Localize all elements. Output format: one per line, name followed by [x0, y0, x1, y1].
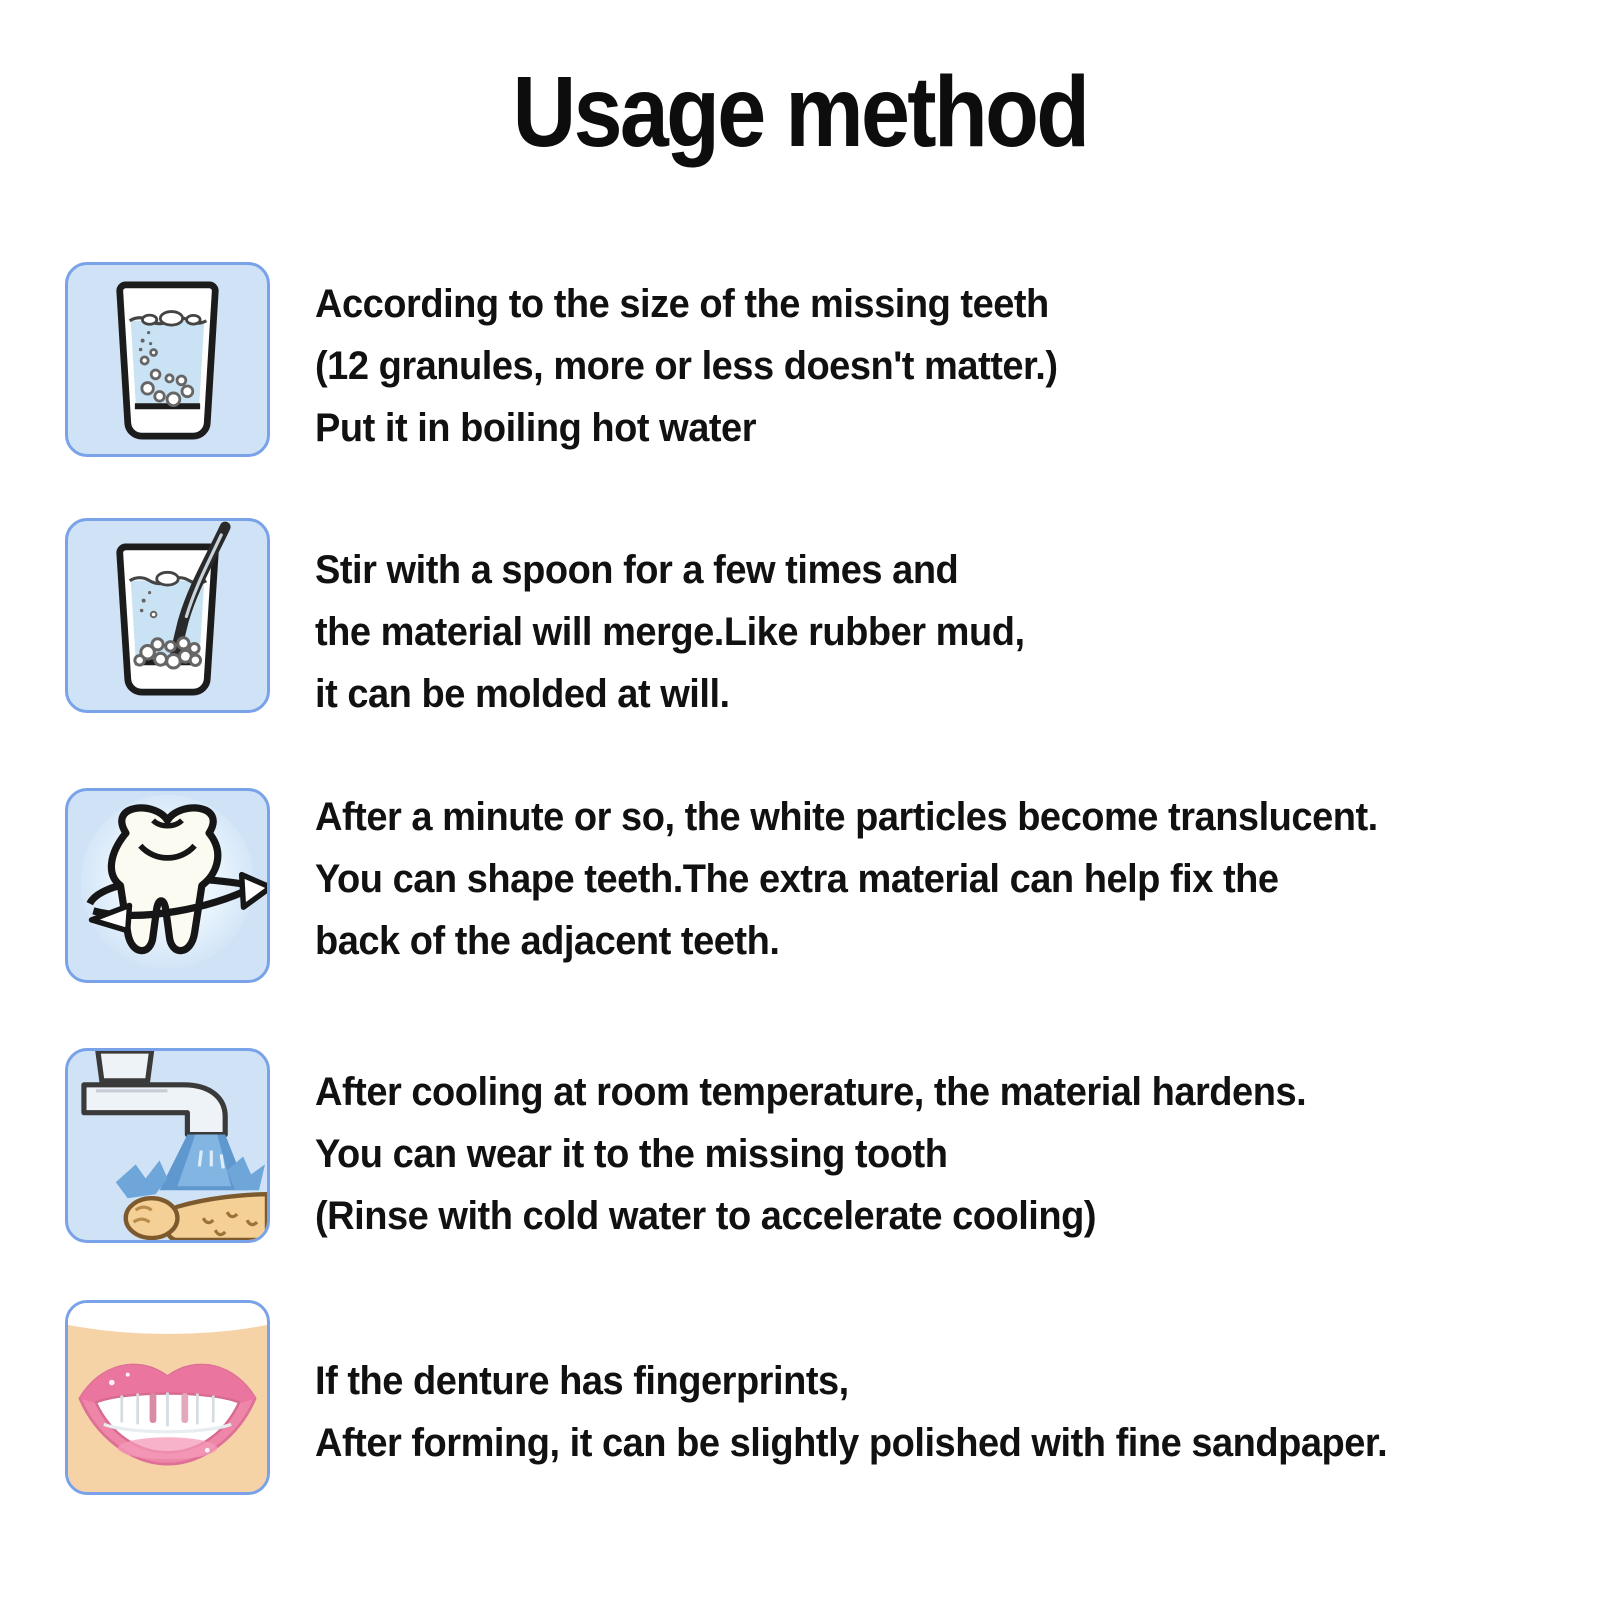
step2-text — [315, 539, 1025, 725]
glass-of-water-with-granules-icon — [68, 265, 267, 454]
step3-line1: After a minute or so, the white particles become translucent. — [315, 795, 1378, 839]
step2-line3: it can be molded at will. — [315, 672, 730, 716]
tooth-with-rotation-arrows-icon — [68, 791, 267, 980]
smiling-mouth-with-teeth-icon — [68, 1303, 267, 1492]
glass-stirred-with-spoon-icon — [68, 521, 267, 710]
step3-line3: back of the adjacent teeth. — [315, 919, 780, 963]
faucet-rinsing-hands-icon — [68, 1051, 267, 1240]
step4-icon-box — [65, 1048, 270, 1243]
step5-icon-box — [65, 1300, 270, 1495]
step4-line3: (Rinse with cold water to accelerate cooling) — [315, 1194, 1097, 1238]
page-title: Usage method — [512, 56, 1088, 168]
step5-line1: If the denture has fingerprints, — [315, 1359, 849, 1403]
step1-line1: According to the size of the missing teeth — [315, 282, 1049, 326]
step4-line1: After cooling at room temperature, the material hardens. — [315, 1070, 1307, 1114]
step3-text — [315, 786, 1378, 972]
step5-text — [315, 1350, 1387, 1474]
step3-line2: You can shape teeth.The extra material can help fix the — [315, 857, 1279, 901]
step4-line2: You can wear it to the missing tooth — [315, 1132, 948, 1176]
step2-icon-box — [65, 518, 270, 713]
step4-text — [315, 1061, 1306, 1247]
step2-line1: Stir with a spoon for a few times and — [315, 548, 959, 592]
step2-line2: the material will merge.Like rubber mud, — [315, 610, 1025, 654]
step1-text — [315, 273, 1058, 459]
step5-line2: After forming, it can be slightly polished with fine sandpaper. — [315, 1421, 1388, 1465]
step1-icon-box — [65, 262, 270, 457]
step1-line2: (12 granules, more or less doesn't matter.) — [315, 344, 1058, 388]
step1-line3: Put it in boiling hot water — [315, 406, 757, 450]
step3-icon-box — [65, 788, 270, 983]
